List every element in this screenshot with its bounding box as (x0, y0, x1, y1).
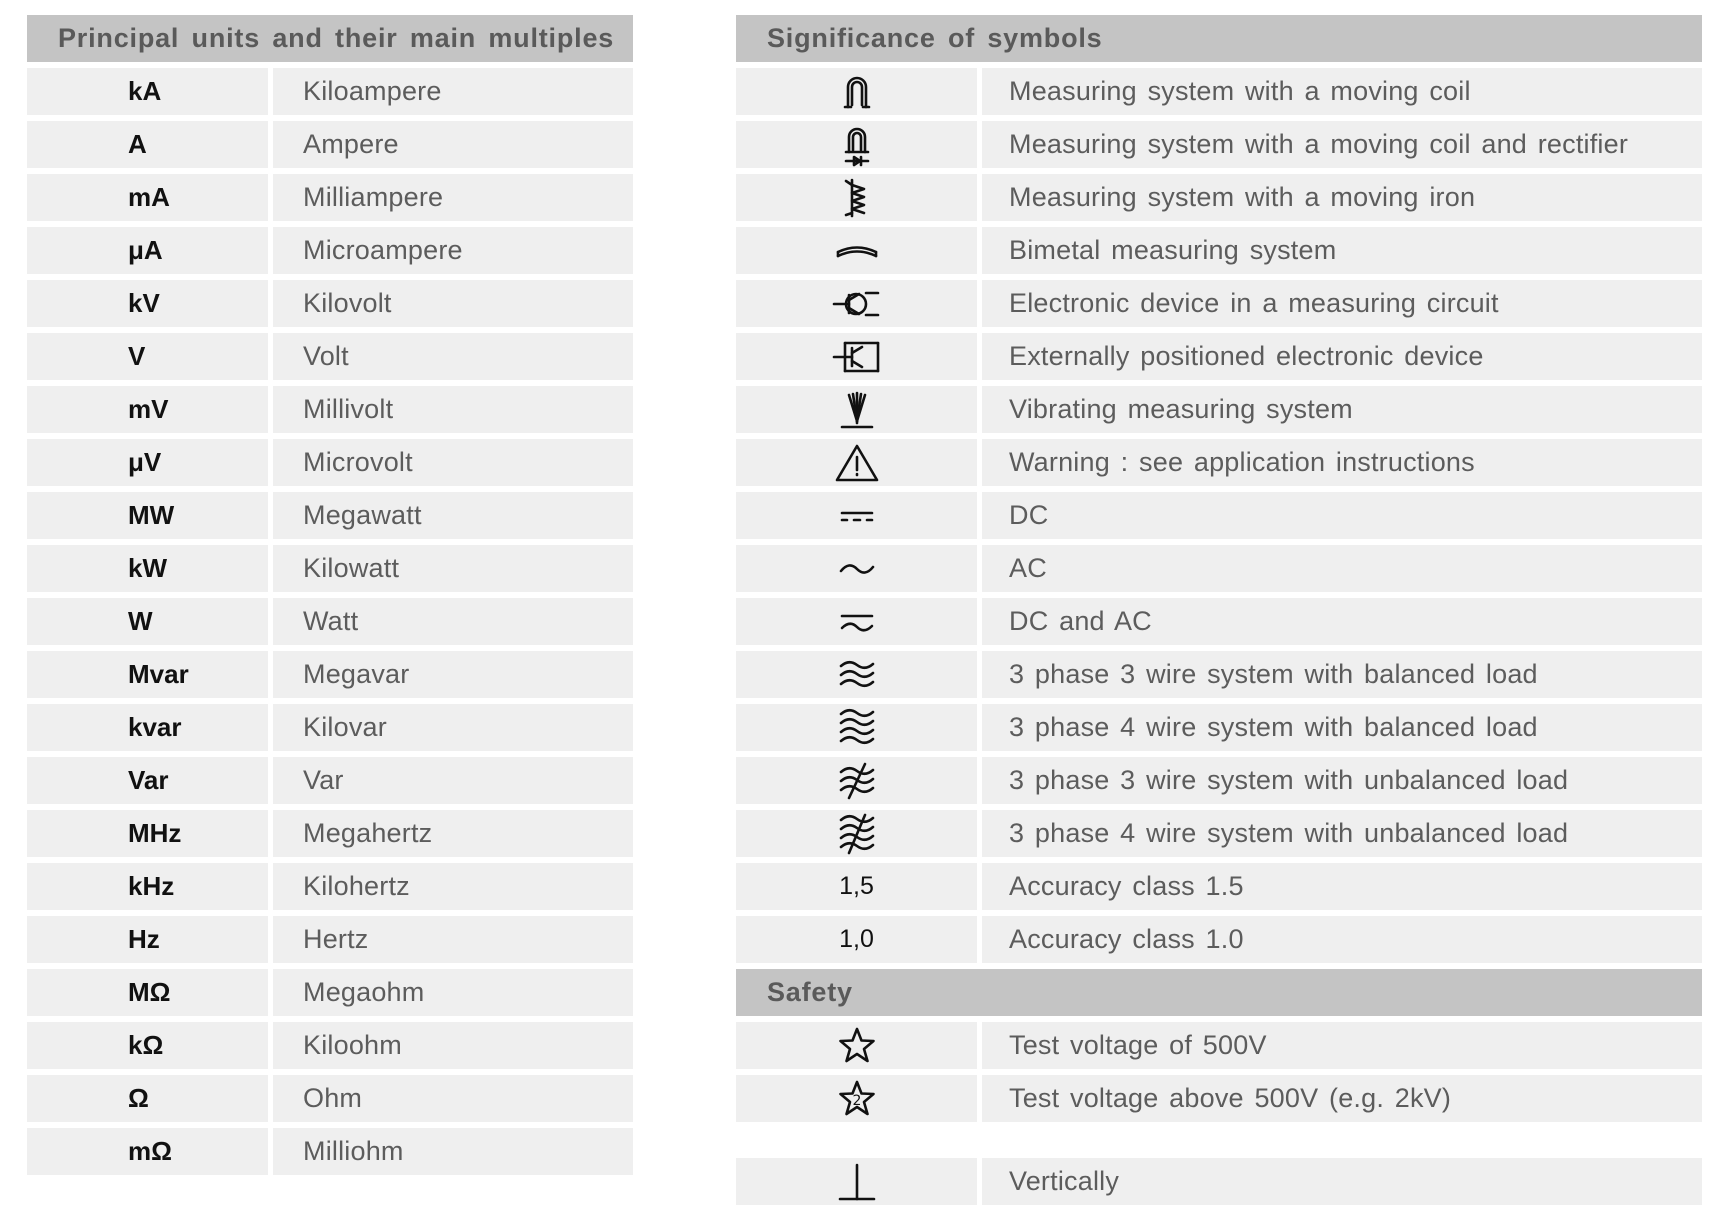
table-row (736, 598, 1702, 645)
unit-name: Kilowatt (273, 545, 633, 592)
star-2kv-icon (736, 1075, 977, 1122)
ac-icon (736, 545, 977, 592)
bimetal-icon (736, 227, 977, 274)
table-row (27, 174, 633, 221)
symbol-description: DC (982, 492, 1702, 539)
safety-description: Test voltage of 500V (982, 1022, 1702, 1069)
table-row (27, 545, 633, 592)
unit-name: Volt (273, 333, 633, 380)
unit-symbol: kHz (27, 863, 268, 910)
moving-coil-icon (736, 68, 977, 115)
table-row (27, 651, 633, 698)
unit-name: Kilovar (273, 704, 633, 751)
dc-ac-icon (736, 598, 977, 645)
table-row (27, 280, 633, 327)
three-phase-4wire-balanced-icon (736, 704, 977, 751)
symbol-description: DC and AC (982, 598, 1702, 645)
unit-symbol: Hz (27, 916, 268, 963)
unit-name: Ohm (273, 1075, 633, 1122)
vibrating-system-icon (736, 386, 977, 433)
table-row (27, 916, 633, 963)
table-row (736, 810, 1702, 857)
table-row (736, 227, 1702, 274)
unit-symbol: MHz (27, 810, 268, 857)
unit-symbol: mA (27, 174, 268, 221)
table-row (736, 68, 1702, 115)
safety-title: Safety (736, 969, 1702, 1016)
unit-symbol: kV (27, 280, 268, 327)
table-row (736, 1022, 1702, 1069)
table-row (27, 333, 633, 380)
unit-name: Megaohm (273, 969, 633, 1016)
table-row (736, 545, 1702, 592)
three-phase-4wire-unbalanced-icon (736, 810, 977, 857)
unit-name: Millivolt (273, 386, 633, 433)
table-row (27, 1128, 633, 1175)
position-description: Vertically (982, 1158, 1702, 1205)
symbol-description: Electronic device in a measuring circuit (982, 280, 1702, 327)
moving-iron-icon (736, 174, 977, 221)
symbol-description: 3 phase 3 wire system with unbalanced load (982, 757, 1702, 804)
table-row (736, 439, 1702, 486)
symbols-table (736, 15, 1702, 1205)
unit-symbol: mV (27, 386, 268, 433)
unit-symbol: Var (27, 757, 268, 804)
unit-name: Watt (273, 598, 633, 645)
table-row (27, 810, 633, 857)
symbol-description: Warning : see application instructions (982, 439, 1702, 486)
symbols-table-title: Significance of symbols (736, 15, 1702, 62)
table-row (27, 969, 633, 1016)
unit-name: Megavar (273, 651, 633, 698)
unit-name: Kiloampere (273, 68, 633, 115)
unit-name: Kilovolt (273, 280, 633, 327)
table-row (736, 651, 1702, 698)
symbol-description: Vibrating measuring system (982, 386, 1702, 433)
unit-name: Kiloohm (273, 1022, 633, 1069)
table-row (27, 1022, 633, 1069)
table-row (736, 704, 1702, 751)
table-row (27, 1075, 633, 1122)
unit-name: Microampere (273, 227, 633, 274)
table-row (736, 1158, 1702, 1205)
unit-name: Megawatt (273, 492, 633, 539)
units-table-title: Principal units and their main multiples (27, 15, 633, 62)
three-phase-3wire-balanced-icon (736, 651, 977, 698)
table-row (27, 704, 633, 751)
table-row (27, 386, 633, 433)
unit-name: Megahertz (273, 810, 633, 857)
table-row (27, 492, 633, 539)
unit-name: Ampere (273, 121, 633, 168)
table-row (736, 863, 1702, 910)
unit-symbol: mΩ (27, 1128, 268, 1175)
symbol-description: Measuring system with a moving iron (982, 174, 1702, 221)
dc-icon (736, 492, 977, 539)
table-row (27, 863, 633, 910)
symbol-description: AC (982, 545, 1702, 592)
unit-symbol: V (27, 333, 268, 380)
symbol-description: Accuracy class 1.5 (982, 863, 1702, 910)
table-row (27, 757, 633, 804)
unit-symbol: kvar (27, 704, 268, 751)
table-row (736, 333, 1702, 380)
star-test-voltage-icon (736, 1022, 977, 1069)
symbol-description: Externally positioned electronic device (982, 333, 1702, 380)
table-row (27, 121, 633, 168)
symbol-description: Measuring system with a moving coil and rectifier (982, 121, 1702, 168)
table-row (27, 598, 633, 645)
table-row (27, 439, 633, 486)
vertical-position-icon (736, 1158, 977, 1205)
symbol-description: Measuring system with a moving coil (982, 68, 1702, 115)
unit-symbol: MΩ (27, 969, 268, 1016)
unit-name: Hertz (273, 916, 633, 963)
table-row (27, 227, 633, 274)
symbol-description: 3 phase 3 wire system with balanced load (982, 651, 1702, 698)
table-row (736, 757, 1702, 804)
table-row (736, 121, 1702, 168)
symbol-description: Bimetal measuring system (982, 227, 1702, 274)
table-row (736, 174, 1702, 221)
symbol-description: Accuracy class 1.0 (982, 916, 1702, 963)
three-phase-3wire-unbalanced-icon (736, 757, 977, 804)
unit-name: Milliohm (273, 1128, 633, 1175)
unit-symbol: Ω (27, 1075, 268, 1122)
unit-symbol: MW (27, 492, 268, 539)
external-electronic-device-icon (736, 333, 977, 380)
table-row (27, 68, 633, 115)
unit-name: Milliampere (273, 174, 633, 221)
unit-symbol: μA (27, 227, 268, 274)
unit-symbol: Mvar (27, 651, 268, 698)
unit-name: Microvolt (273, 439, 633, 486)
unit-symbol: W (27, 598, 268, 645)
unit-symbol: A (27, 121, 268, 168)
unit-name: Kilohertz (273, 863, 633, 910)
table-row (736, 386, 1702, 433)
accuracy-class-value: 1,5 (736, 863, 977, 910)
unit-symbol: kA (27, 68, 268, 115)
table-row (736, 1075, 1702, 1122)
symbol-description: 3 phase 4 wire system with unbalanced load (982, 810, 1702, 857)
unit-name: Var (273, 757, 633, 804)
accuracy-class-value: 1,0 (736, 916, 977, 963)
star-label: 2 (852, 1092, 861, 1109)
moving-coil-rectifier-icon (736, 121, 977, 168)
unit-symbol: μV (27, 439, 268, 486)
symbol-description: 3 phase 4 wire system with balanced load (982, 704, 1702, 751)
unit-symbol: kΩ (27, 1022, 268, 1069)
warning-triangle-icon (736, 439, 977, 486)
unit-symbol: kW (27, 545, 268, 592)
table-row (736, 280, 1702, 327)
units-table (27, 15, 633, 1175)
electronic-device-icon (736, 280, 977, 327)
safety-description: Test voltage above 500V (e.g. 2kV) (982, 1075, 1702, 1122)
table-row (736, 492, 1702, 539)
table-row (736, 916, 1702, 963)
